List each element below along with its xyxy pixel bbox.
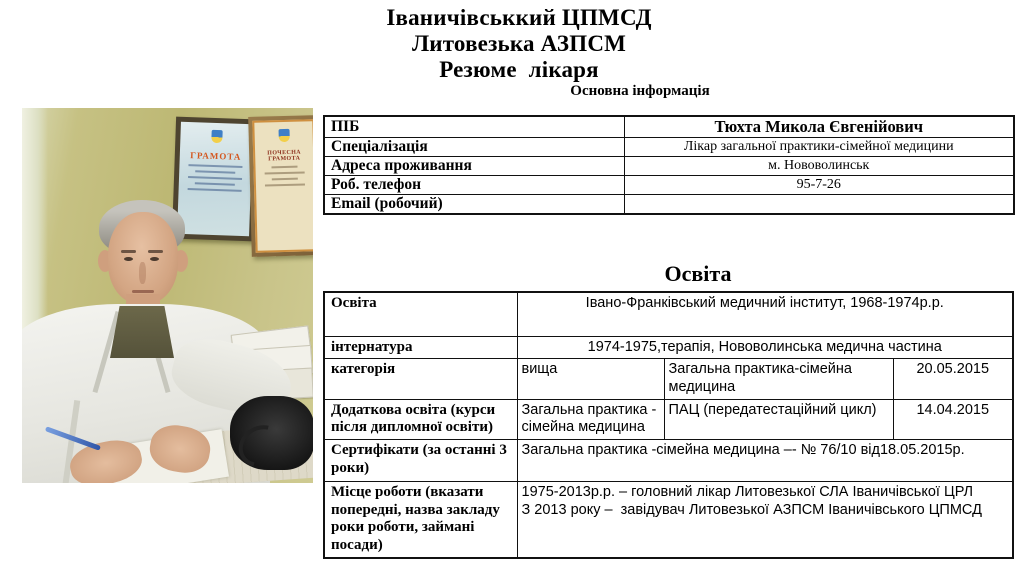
section-basic-info-title: Основна інформація [570,83,710,99]
table-row [324,116,1014,138]
certificate-frame-2 [248,115,313,257]
coat-of-arms-icon [278,129,289,142]
certificate-text-line [265,171,305,174]
certificate-text-line [188,188,242,192]
field-label-address: Адреса проживання [324,157,624,176]
field-value-pib: Тюхта Микола Євгенійович [624,116,1014,138]
document-title-block [319,5,719,83]
shirt-collar [110,306,174,358]
edu-label-osvita: Освіта [324,292,517,336]
table-row [324,292,1013,336]
edu-value-osvita: Івано-Франківський медичний інститут, 1968-1974р.р. [517,292,1013,336]
table-row [324,481,1013,557]
field-label-work-phone: Роб. телефон [324,176,624,195]
field-value-work-phone: 95-7-26 [624,176,1014,195]
edu-value-category-level: вища [517,359,664,399]
workplace-line-1: 1975-2013р.р. – головний лікар Литовезької СЛА Іваничівської ЦРЛ [521,483,974,500]
edu-value-category-date: 20.05.2015 [893,359,1013,399]
field-label-pib: ПІБ [324,116,624,138]
certificate-1 [177,122,253,236]
education-table [323,291,1014,559]
edu-value-workplace [517,481,1013,557]
table-row [324,176,1014,195]
eyebrow [121,250,136,253]
field-value-specialization: Лікар загальної практики-сімейної медицини [624,138,1014,157]
certificate-text-line [272,178,298,181]
certificate-text-line [195,170,235,173]
eye [124,257,133,261]
table-row [324,157,1014,176]
field-label-specialization: Спеціалізація [324,138,624,157]
field-value-email [624,195,1014,215]
basic-info-table [323,115,1015,215]
eye [150,257,159,261]
table-row [324,439,1013,481]
title-clinic: Литовезька АЗПСМ [411,31,627,56]
certificate-text-line [188,176,242,180]
mouth [132,290,154,293]
edu-label-certificates: Сертифікати (за останні 3 роки) [324,439,517,481]
edu-value-category-field: Загальна практика-сімейна медицина [664,359,893,399]
coat-of-arms-icon [211,130,222,143]
title-organization: Іваничівськкий ЦПМСД [386,5,652,30]
nose [139,262,146,284]
certificate-text-line [188,164,242,168]
table-row [324,195,1014,215]
certificate-text-line [271,166,297,169]
certificate-text-line [265,183,305,186]
edu-label-internship: інтернатура [324,336,517,359]
certificate-frame-1 [172,117,258,242]
title-resume: Резюме лікаря [439,57,599,82]
edu-value-additional-cycle: ПАЦ (передатестаційний цикл) [664,399,893,439]
certificate-text-line [195,182,235,185]
edu-value-internship: 1974-1975,терапія, Нововолинська медична частина [517,336,1013,359]
edu-label-additional: Додаткова освіта (курси після дипломної освіти) [324,399,517,439]
section-education-title: Освіта [664,261,732,286]
table-row [324,138,1014,157]
certificate-2-title: ПОЧЕСНА ГРАМОТА [267,149,302,163]
edu-value-additional-date: 14.04.2015 [893,399,1013,439]
edu-label-category: категорія [324,359,517,399]
edu-value-additional-course: Загальна практика - сімейна медицина [517,399,664,439]
eyebrow [148,250,163,253]
table-row [324,359,1013,399]
edu-label-workplace: Місце роботи (вказати попередні, назва закладу роки роботи, займані посади) [324,481,517,557]
certificate-1-title: ГРАМОТА [190,150,242,162]
field-value-address: м. Нововолинськ [624,157,1014,176]
workplace-line-2: З 2013 року – завідувач Литовезької АЗПСМ Іваничівського ЦПМСД [521,501,982,518]
table-row [324,336,1013,359]
edu-value-certificates: Загальна практика -сімейна медицина –- № 76/10 від18.05.2015р. [517,439,1013,481]
face [108,212,178,304]
doctor-photo [22,108,313,483]
field-label-email: Email (робочий) [324,195,624,215]
table-row [324,399,1013,439]
certificate-2 [252,119,313,253]
